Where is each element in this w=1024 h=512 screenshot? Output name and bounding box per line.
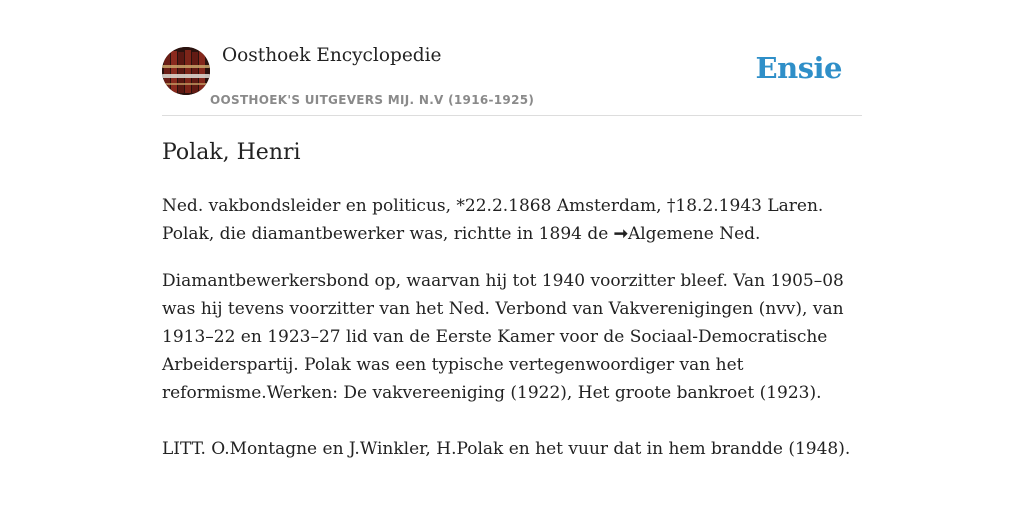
entry-paragraph-1 [162, 192, 862, 248]
cross-reference-link[interactable] [614, 224, 761, 244]
ensie-logo[interactable]: Ensie [755, 51, 842, 85]
cross-reference-label: Algemene Ned. [627, 224, 761, 244]
entry-title: Polak, Henri [162, 140, 301, 165]
entry-paragraph-2: Diamantbewerkersbond op, waarvan hij tot 1940 voorzitter bleef. Van 1905–08 was hij tevens voorzitter van het Ned. Verbond van Vakverenigingen (nvv), van 1913–22 en 1923–27 lid van de Eerste Kamer voor de Sociaal-Democratische Arbeiderspartij. Polak was een typische vertegenwoordiger van het reformisme.Werken: De vakvereeniging (1922), Het groote bankroet (1923). [162, 271, 844, 403]
cross-reference-arrow-icon: ➞ [613, 224, 628, 244]
paragraph-1-text: Ned. vakbondsleider en politicus, *22.2.1868 Amsterdam, †18.2.1943 Laren. Polak, die diamantbewerker was, richtte in 1894 de [162, 196, 824, 244]
source-title[interactable]: Oosthoek Encyclopedie [222, 45, 442, 66]
publisher-label: OOSTHOEK'S UITGEVERS MIJ. N.V (1916-1925) [210, 93, 535, 107]
literature-reference: LITT. O.Montagne en J.Winkler, H.Polak en het vuur dat in hem brandde (1948). [162, 439, 851, 459]
book-spines-icon[interactable] [162, 47, 210, 95]
entry-card [162, 0, 862, 512]
source-header [162, 0, 862, 116]
